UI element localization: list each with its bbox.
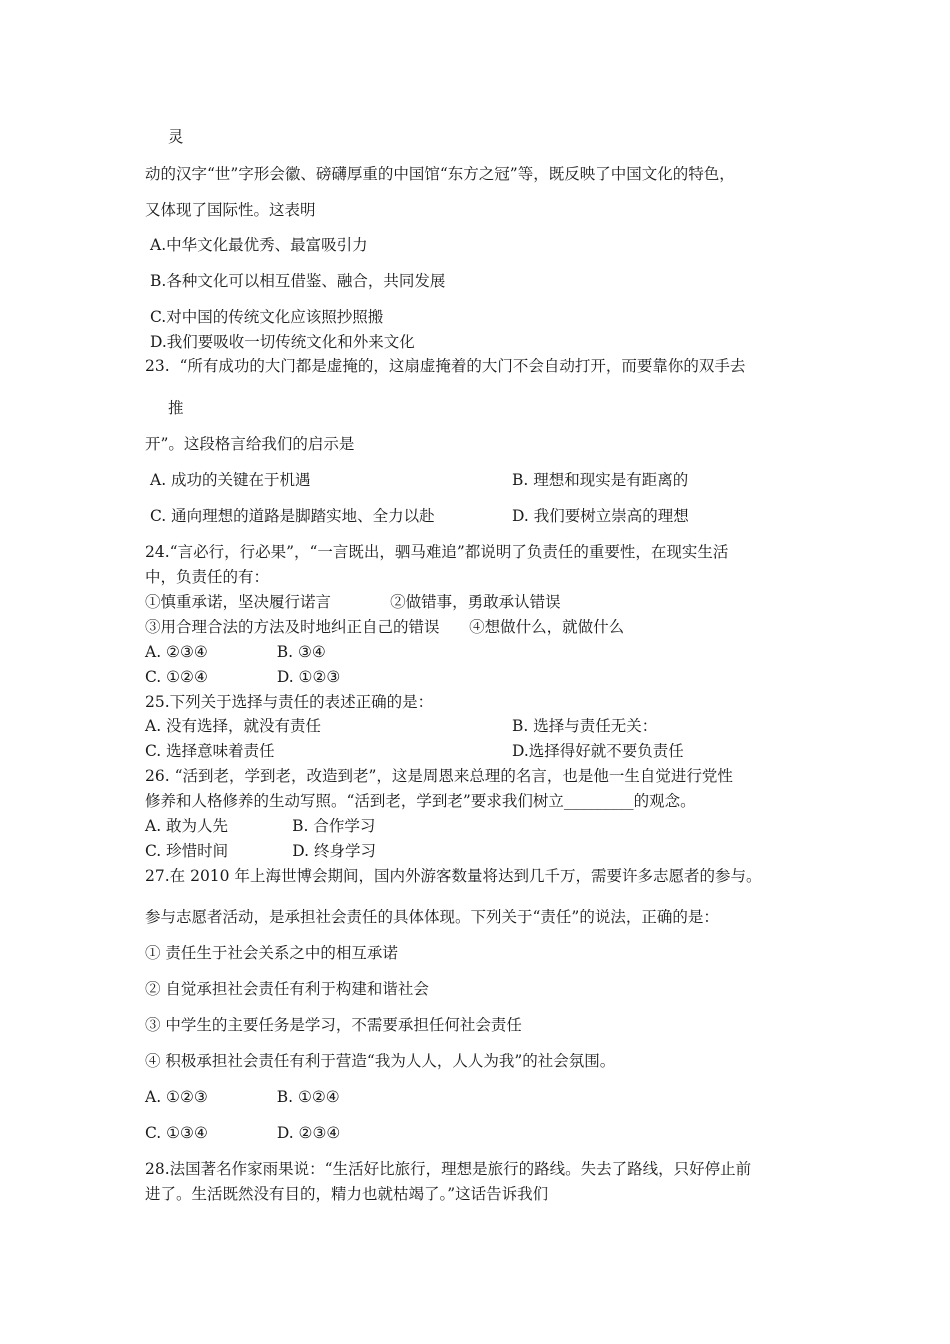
q25-option-b: B. 选择与责任无关： xyxy=(512,717,658,735)
q27-item-1: ① 责任生于社会关系之中的相互承诺 xyxy=(145,944,398,962)
q25-option-a: A. 没有选择，就没有责任 xyxy=(145,717,322,735)
q28-stem-1: 28.法国著名作家雨果说：“生活好比旅行，理想是旅行的路线。失去了路线，只好停止前 xyxy=(145,1160,752,1178)
q23-option-a: A. 成功的关键在于机遇 xyxy=(150,471,311,489)
q25-option-c: C. 选择意味着责任 xyxy=(145,742,275,760)
q23-option-b: B. 理想和现实是有距离的 xyxy=(512,471,689,489)
q24-options-cd: C. ①②④ D. ①②③ xyxy=(145,668,341,686)
q23-stem-1: 23. “所有成功的大门都是虚掩的，这扇虚掩着的大门不会自动打开，而要靠你的双手去 xyxy=(145,357,746,375)
q27-stem-1: 27.在 2010 年上海世博会期间，国内外游客数量将达到几千万，需要许多志愿者的参与。 xyxy=(145,867,762,885)
q23-option-c: C. 通向理想的道路是脚踏实地、全力以赴 xyxy=(150,507,435,525)
q22-option-c: C.对中国的传统文化应该照抄照搬 xyxy=(150,308,384,326)
q24-stem-1: 24.“言必行，行必果”，“一言既出，驷马难追”都说明了负责任的重要性，在现实生活 xyxy=(145,543,729,561)
q22-option-a: A.中华文化最优秀、最富吸引力 xyxy=(150,236,368,254)
q22-option-d: D.我们要吸收一切传统文化和外来文化 xyxy=(150,333,415,351)
q27-options-ab: A. ①②③ B. ①②④ xyxy=(145,1088,340,1106)
q26-options-ab: A. 敢为人先 B. 合作学习 xyxy=(145,817,376,835)
q23-option-d: D. 我们要树立崇高的理想 xyxy=(512,507,689,525)
q22-continuation-1: 灵 xyxy=(168,128,184,146)
q27-item-3: ③ 中学生的主要任务是学习，不需要承担任何社会责任 xyxy=(145,1016,522,1034)
q22-continuation-3: 又体现了国际性。这表明 xyxy=(145,201,316,219)
q27-item-4: ④ 积极承担社会责任有利于营造“我为人人，人人为我”的社会氛围。 xyxy=(145,1052,616,1070)
q24-stem-2: 中，负责任的有： xyxy=(145,568,270,586)
q26-stem-1: 26. “活到老，学到老，改造到老”，这是周恩来总理的名言，也是他一生自觉进行党性 xyxy=(145,767,733,785)
q22-option-b: B.各种文化可以相互借鉴、融合，共同发展 xyxy=(150,272,446,290)
q23-stem-3: 开”。这段格言给我们的启示是 xyxy=(145,435,355,453)
q25-stem: 25.下列关于选择与责任的表述正确的是： xyxy=(145,693,434,711)
q24-items-2: ③用合理合法的方法及时地纠正自己的错误 ④想做什么，就做什么 xyxy=(145,618,625,636)
q23-stem-2: 推 xyxy=(168,399,184,417)
q27-options-cd: C. ①③④ D. ②③④ xyxy=(145,1124,341,1142)
q27-item-2: ② 自觉承担社会责任有利于构建和谐社会 xyxy=(145,980,429,998)
q24-items-1: ①慎重承诺，坚决履行诺言 ②做错事，勇敢承认错误 xyxy=(145,593,561,611)
q22-continuation-2: 动的汉字“世”字形会徽、磅礴厚重的中国馆“东方之冠”等，既反映了中国文化的特色， xyxy=(145,165,735,183)
q26-stem-2: 修养和人格修养的生动写照。“活到老，学到老”要求我们树立_________的观念。 xyxy=(145,792,696,810)
q24-options-ab: A. ②③④ B. ③④ xyxy=(145,643,326,661)
q25-option-d: D.选择得好就不要负责任 xyxy=(512,742,684,760)
q27-stem-2: 参与志愿者活动，是承担社会责任的具体体现。下列关于“责任”的说法，正确的是： xyxy=(145,908,719,926)
q28-stem-2: 进了。生活既然没有目的，精力也就枯竭了。”这话告诉我们 xyxy=(145,1185,549,1203)
q26-options-cd: C. 珍惜时间 D. 终身学习 xyxy=(145,842,376,860)
